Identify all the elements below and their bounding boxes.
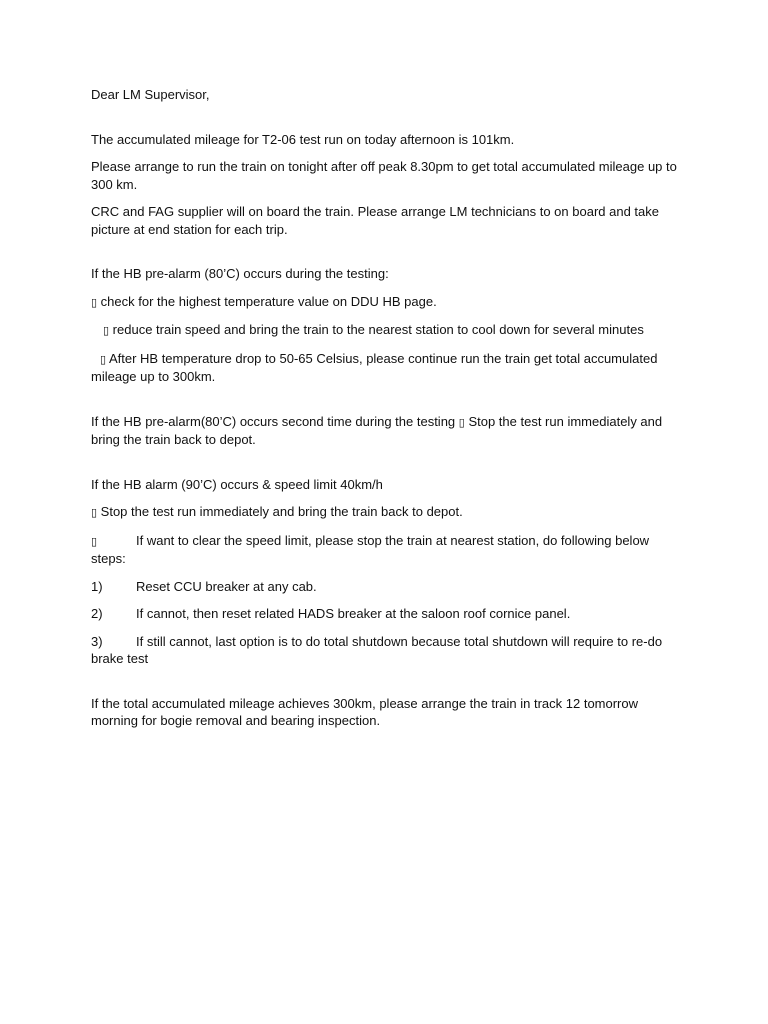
letter-body	[91, 86, 681, 740]
numbered-step	[91, 633, 681, 668]
paragraph-mileage: The accumulated mileage for T2-06 test run on today afternoon is 101km.	[91, 131, 515, 147]
prealarm-step-3	[91, 350, 681, 386]
step-number: 2)	[91, 606, 103, 621]
indent	[91, 351, 100, 366]
alarm-step-1-text: Stop the test run immediately and bring the train back to depot.	[97, 504, 463, 519]
step-text: If cannot, then reset related HADS breaker at the saloon roof cornice panel.	[136, 606, 571, 621]
bullet-box-icon: ▯	[91, 295, 98, 309]
bullet-box-icon: ▯	[91, 534, 98, 548]
step-number: 1)	[91, 578, 103, 594]
alarm-step-1	[91, 503, 681, 522]
prealarm-step-2-text: reduce train speed and bring the train to the nearest station to cool down for several minutes	[109, 322, 644, 337]
arrow-box-icon: ▯	[458, 415, 465, 429]
bullet-box-icon: ▯	[103, 324, 110, 337]
numbered-step	[91, 605, 681, 623]
spacer	[91, 678, 681, 695]
alarm-step-2-text: If want to clear the speed limit, please stop the train at nearest station, do following below steps:	[91, 532, 650, 566]
greeting: Dear LM Supervisor,	[91, 87, 210, 102]
second-prealarm-text-a: If the HB pre-alarm(80’C) occurs second time during the testing	[91, 413, 459, 429]
alarm-heading: If the HB alarm (90’C) occurs & speed limit 40km/h	[91, 476, 383, 492]
second-prealarm-text-b: Stop the test run immediately and bring the train back to depot.	[91, 413, 663, 447]
bullet-box-icon: ▯	[100, 352, 107, 366]
paragraph-suppliers: CRC and FAG supplier will on board the train. Please arrange LM technicians to on board and take picture at end station for each trip.	[91, 204, 659, 237]
closing-paragraph: If the total accumulated mileage achieves 300km, please arrange the train in track 12 tomorrow morning for bogie removal and bearing inspection.	[91, 695, 639, 728]
prealarm-heading: If the HB pre-alarm (80’C) occurs during the testing:	[91, 266, 389, 281]
step-text: Reset CCU breaker at any cab.	[136, 578, 317, 594]
bullet-box-icon: ▯	[91, 506, 98, 519]
step-number: 3)	[91, 633, 103, 649]
prealarm-step-1-text: check for the highest temperature value on DDU HB page.	[97, 293, 437, 309]
spacer	[91, 114, 681, 131]
spacer	[91, 248, 681, 265]
step-text: If still cannot, last option is to do total shutdown because total shutdown will require to re-do brake test	[91, 633, 663, 666]
spacer	[91, 396, 681, 413]
prealarm-step-1	[91, 293, 681, 312]
paragraph-arrange-run: Please arrange to run the train on tonight after off peak 8.30pm to get total accumulated mileage up to 300 km.	[91, 159, 677, 192]
prealarm-step-2	[91, 321, 681, 340]
second-prealarm-paragraph	[91, 413, 681, 449]
prealarm-step-3-text: After HB temperature drop to 50-65 Celsius, please continue run the train get total accumulated mileage up to 300km.	[91, 350, 658, 384]
numbered-step	[91, 578, 681, 596]
alarm-step-2	[91, 532, 681, 568]
spacer	[91, 459, 681, 476]
